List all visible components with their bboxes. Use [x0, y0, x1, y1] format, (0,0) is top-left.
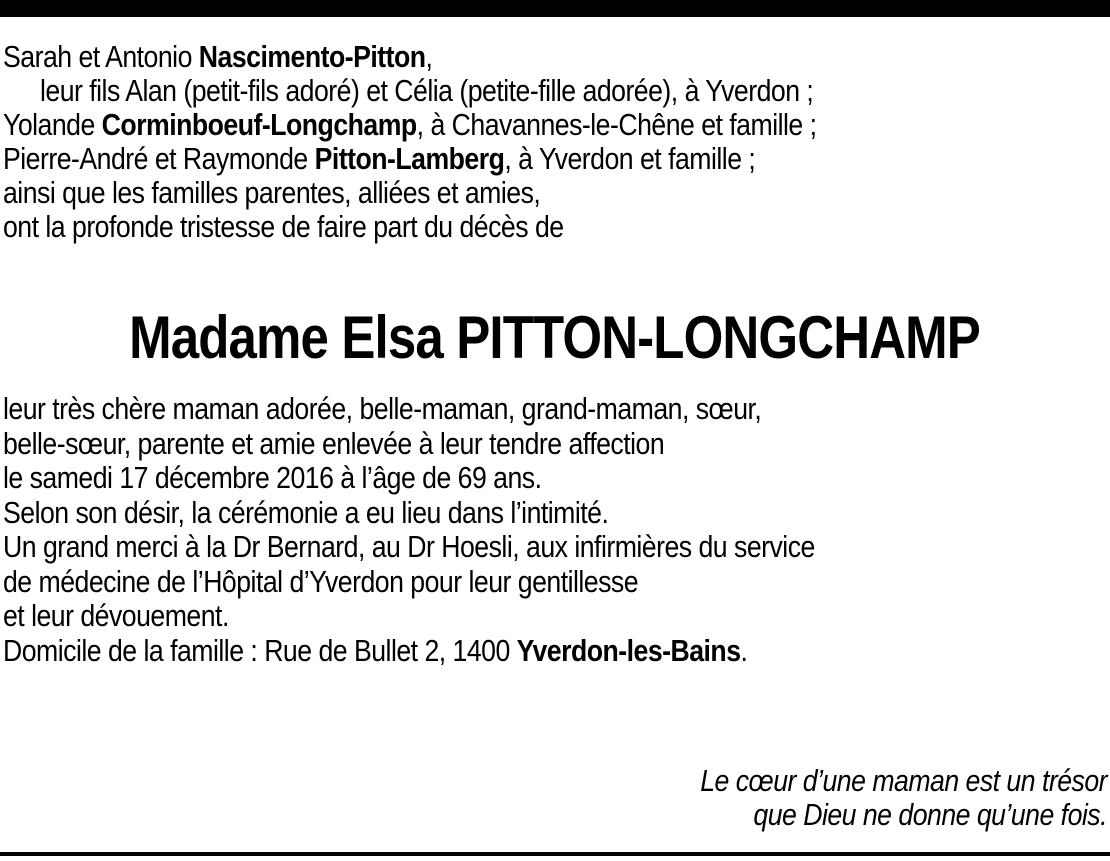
body-line: le samedi 17 décembre 2016 à l’âge de 69 ans. [3, 460, 542, 495]
deceased-name-heading [0, 300, 1110, 376]
family-name-bold: Nascimento-Pitton [198, 39, 426, 74]
top-border-rule [0, 0, 1110, 17]
address-suffix: . [740, 632, 748, 668]
family-line-text: leur fils Alan (petit-fils adoré) et Célia (petite-fille adorée), à Yverdon ; [39, 73, 814, 108]
body-line: et leur dévouement. [3, 598, 229, 633]
deceased-name: Madame Elsa PITTON-LONGCHAMP [129, 304, 981, 371]
family-list [3, 40, 1107, 244]
family-line-text: Pierre-André et Raymonde [3, 141, 315, 176]
address-line [3, 634, 952, 669]
family-name-bold: Corminboeuf-Longchamp [101, 107, 417, 142]
family-line [3, 176, 952, 210]
body-line: belle-sœur, parente et amie enlevée à leur tendre affection [3, 425, 665, 461]
family-line-text: Yolande [3, 107, 102, 142]
quote-line: Le cœur d’une maman est un trésor [700, 763, 1107, 798]
family-line [3, 108, 952, 142]
body-line: de médecine de l’Hôpital d’Yverdon pour leur gentillesse [3, 563, 639, 599]
family-line [3, 74, 952, 108]
closing-quote [207, 764, 1107, 832]
bottom-border-rule [0, 852, 1110, 856]
body-line: Un grand merci à la Dr Bernard, au Dr Hoesli, aux infirmières du service [3, 529, 815, 564]
address-city: Yverdon-les-Bains [516, 632, 741, 668]
family-line-text: ainsi que les familles parentes, alliées et amies, [3, 175, 541, 210]
body-line: Selon son désir, la cérémonie a eu lieu dans l’intimité. [3, 494, 609, 530]
family-line-suffix: , à Chavannes-le-Chêne et famille ; [416, 107, 817, 142]
family-line-suffix: , à Yverdon et famille ; [504, 141, 756, 176]
family-line [3, 142, 952, 176]
body-line: leur très chère maman adorée, belle-maman, grand-maman, sœur, [3, 391, 762, 426]
family-name-bold: Pitton-Lamberg [314, 141, 505, 176]
quote-line: que Dieu ne donne qu’une fois. [753, 797, 1107, 832]
family-line [3, 40, 952, 74]
family-line-text: ont la profonde tristesse de faire part du décès de [3, 209, 564, 244]
announcement-body [3, 392, 1107, 668]
family-line [3, 210, 952, 244]
family-line-text: Sarah et Antonio [3, 39, 199, 74]
address-text: Domicile de la famille : Rue de Bullet 2, 1400 [3, 632, 517, 668]
family-line-suffix: , [425, 39, 433, 74]
